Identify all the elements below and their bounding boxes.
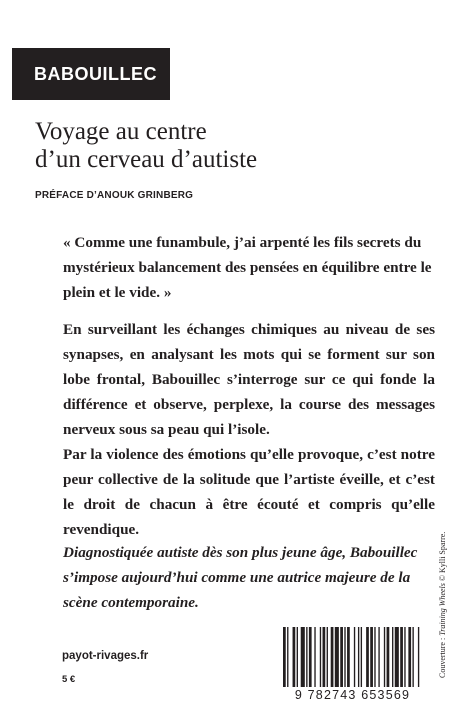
preface-credit: PRÉFACE D’ANOUK GRINBERG <box>35 190 194 201</box>
book-title <box>35 118 435 174</box>
barcode-bar <box>335 627 339 687</box>
title-line-2: d’un cerveau d’autiste <box>35 146 258 173</box>
barcode-bar <box>387 627 390 687</box>
barcode-bar <box>309 627 312 687</box>
barcode-bar <box>344 627 345 687</box>
author-bio: Diagnostiquée autiste dès son plus jeune âge, Babouillec s’impose aujourd’hui comme une autrice majeure de la scène contemporaine. <box>63 544 418 611</box>
barcode-bar <box>293 627 296 687</box>
barcode-bar <box>323 627 326 687</box>
barcode-bar <box>354 627 355 687</box>
price: 5 € <box>62 674 76 685</box>
barcode-bar <box>384 627 385 687</box>
barcode-bar <box>412 627 413 687</box>
barcode-bar <box>314 627 315 687</box>
barcode-bar <box>301 627 305 687</box>
barcode-bar <box>340 627 343 687</box>
barcode-bar <box>347 627 350 687</box>
barcode-bar <box>366 627 369 687</box>
credit-prefix: Couverture : <box>438 635 447 678</box>
barcode-digits: 9 782743 653569 <box>294 688 411 702</box>
blurb-paragraph-2: Par la violence des émotions qu’elle provoque, c’est notre peur collective de la solitude que l’artiste éveille, et c’est le droit de chacun à être écouté et compris qu’elle revendique. <box>63 446 435 538</box>
credit-work: Training Wheels <box>438 583 447 636</box>
barcode-bar <box>331 627 334 687</box>
barcode-bar <box>287 627 288 687</box>
barcode-bar <box>392 627 393 687</box>
barcode-bar <box>395 627 399 687</box>
title-line-1: Voyage au centre <box>35 118 207 145</box>
barcode-bar <box>404 627 405 687</box>
barcode-bar <box>378 627 379 687</box>
barcode-bar <box>327 627 328 687</box>
barcode-bar <box>297 627 298 687</box>
barcode-bar <box>374 627 375 687</box>
barcode-bar <box>306 627 307 687</box>
cover-credit <box>438 532 447 678</box>
barcode-bar <box>408 627 411 687</box>
author-name: BABOUILLEC <box>34 63 157 84</box>
blurb-paragraph-1: En surveillant les échanges chimiques au niveau de ses synapses, en analysant les mots qui se forment sur son lobe frontal, Babouillec s’interroge sur ce qui fonde la différence et observe, perplexe, la course des messages nerveux sous sa peau qui l’isole. <box>63 321 435 438</box>
barcode-bar <box>361 627 362 687</box>
barcode-bar <box>320 627 321 687</box>
publisher-url: payot-rivages.fr <box>62 650 149 662</box>
barcode-bar <box>370 627 373 687</box>
barcode-bar <box>283 627 286 687</box>
barcode-bar <box>358 627 359 687</box>
barcode-bar <box>418 627 419 687</box>
barcode <box>275 621 430 707</box>
barcode-bar <box>400 627 403 687</box>
barcode-bars <box>283 627 422 687</box>
author-band <box>12 48 170 100</box>
quote-text: « Comme une funambule, j’ai arpenté les fils secrets du mystérieux balancement des pensées en équilibre entre le plein et le vide. » <box>63 234 432 301</box>
blurb <box>63 317 435 542</box>
credit-suffix: © Kylli Sparre. <box>438 531 447 584</box>
